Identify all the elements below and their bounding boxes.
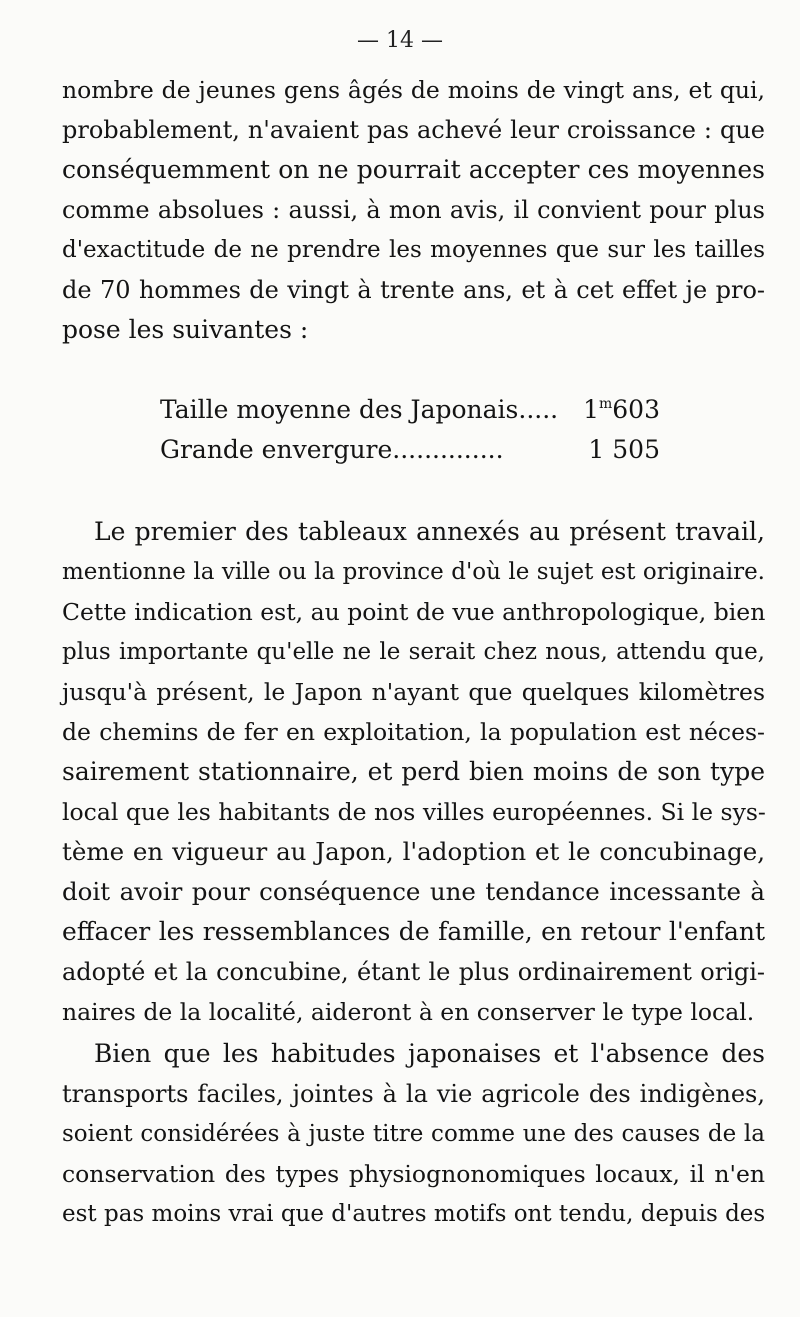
paragraph-line: soient considérées à juste titre comme une des causes de la [62, 1121, 765, 1147]
table-row [160, 390, 660, 430]
paragraph-line: sairement stationnaire, et perd bien moins de son type [62, 757, 765, 786]
paragraph-line: pose les suivantes : [62, 315, 309, 344]
table-row-label: Taille moyenne des Japonais..... [160, 395, 559, 424]
page-number: — 14 — [357, 28, 443, 53]
paragraph-line: de 70 hommes de vingt à trente ans, et à cet effet je pro- [62, 276, 765, 304]
paragraph-line: adopté et la concubine, étant le plus ordinairement origi- [62, 958, 765, 986]
paragraph-line: transports faciles, jointes à la vie agricole des indigènes, [62, 1080, 765, 1108]
paragraph-line: de chemins de fer en exploitation, la population est néces- [62, 718, 765, 746]
paragraph-line: est pas moins vrai que d'autres motifs ont tendu, depuis des [62, 1201, 766, 1227]
table-row-value: 1$^m$603 [583, 395, 660, 424]
paragraph-line: Cette indication est, au point de vue anthropologique, bien [62, 598, 766, 626]
paragraph-line: tème en vigueur au Japon, l'adoption et le concubinage, [62, 837, 765, 866]
paragraph-line: conservation des types physiognonomiques locaux, il n'en [62, 1160, 765, 1188]
paragraph-line: comme absolues : aussi, à mon avis, il convient pour plus [62, 196, 765, 224]
table-row [160, 430, 660, 470]
paragraph-line: naires de la localité, aideront à en conserver le type local. [62, 998, 755, 1026]
paragraph-line: Le premier des tableaux annexés au présent travail, [94, 517, 765, 546]
paragraph-line: d'exactitude de ne prendre les moyennes que sur les tailles [62, 237, 765, 263]
paragraph-line: nombre de jeunes gens âgés de moins de vingt ans, et qui, [62, 76, 765, 104]
paragraph-line: jusqu'à présent, le Japon n'ayant que quelques kilomètres [62, 678, 765, 706]
paragraph-line: local que les habitants de nos villes européennes. Si le sys- [62, 798, 766, 826]
paragraph-line: doit avoir pour conséquence une tendance incessante à [62, 877, 765, 906]
paragraph-line: conséquemment on ne pourrait accepter ces moyennes [62, 155, 765, 184]
paragraph-line: probablement, n'avaient pas achevé leur croissance : que [62, 116, 765, 144]
table-row-label: Grande envergure.............. [160, 435, 504, 464]
paragraph-line: effacer les ressemblances de famille, en retour l'enfant [62, 917, 765, 946]
paragraph-line: plus importante qu'elle ne le serait chez nous, attendu que, [62, 639, 765, 665]
table-row-value: 1 505 [588, 435, 660, 464]
paragraph-line: Bien que les habitudes japonaises et l'absence des [94, 1039, 765, 1068]
paragraph-line: mentionne la ville ou la province d'où le sujet est originaire. [62, 559, 765, 585]
